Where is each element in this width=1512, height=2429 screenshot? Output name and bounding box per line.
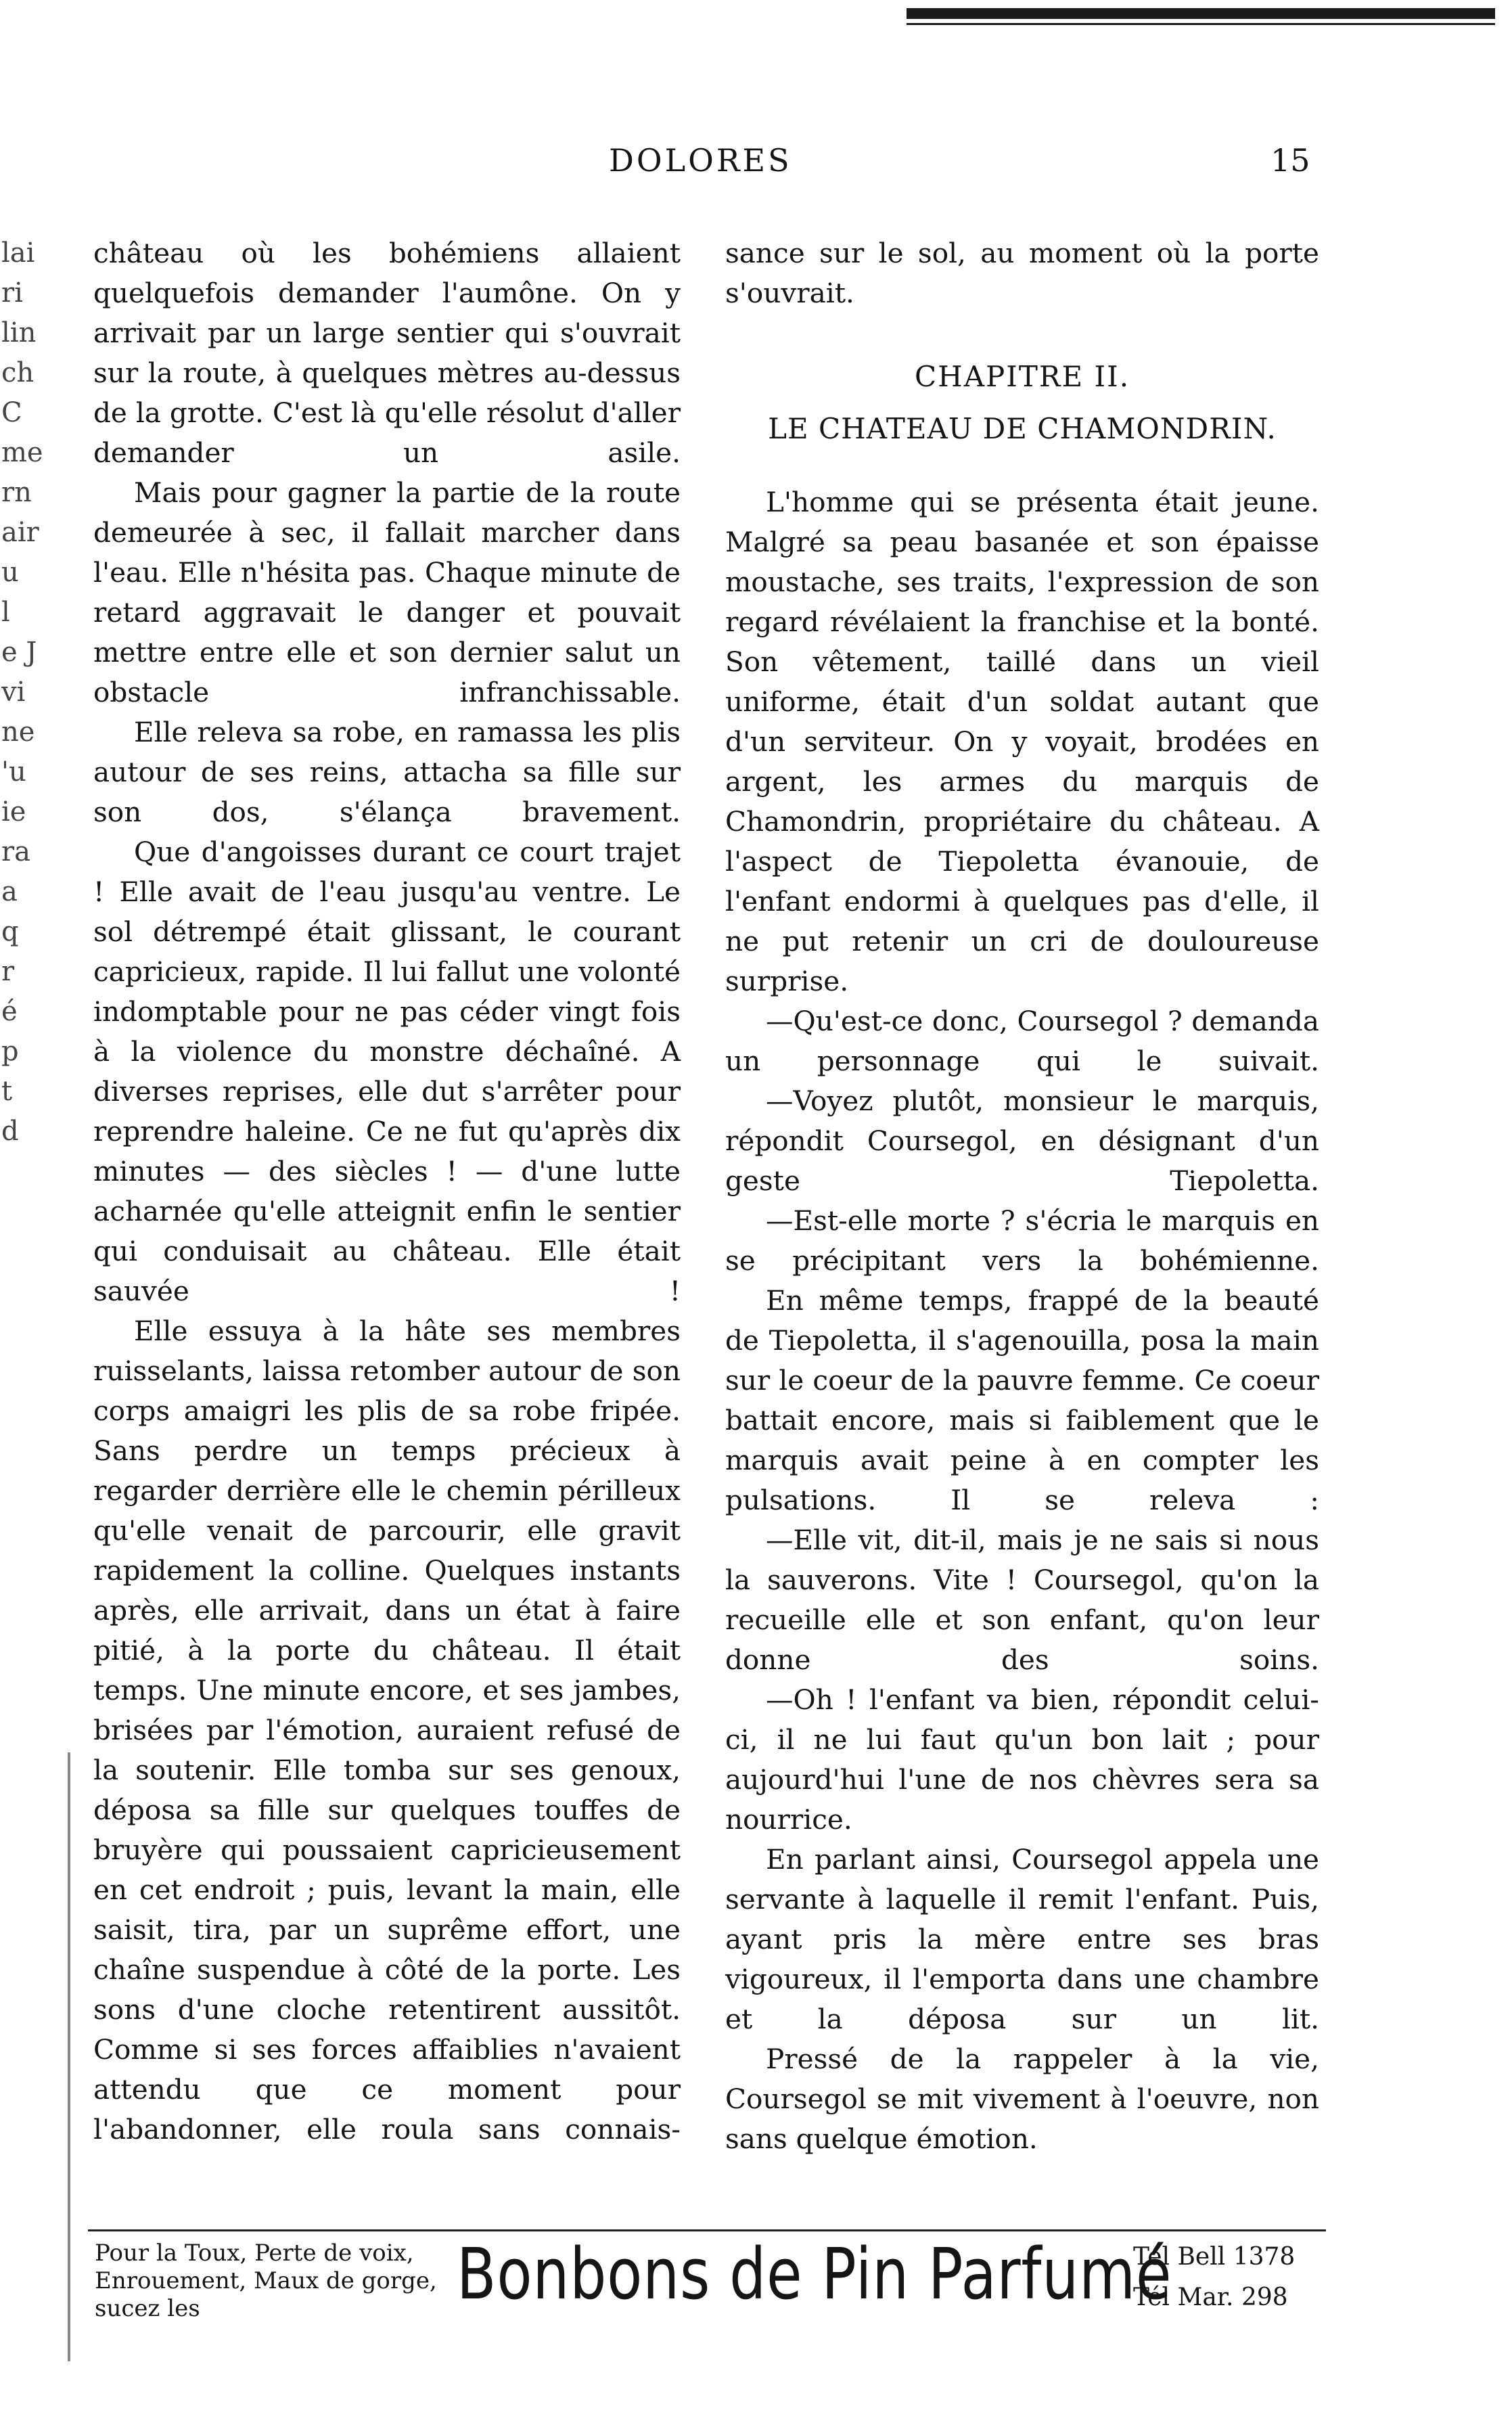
left-margin-bleed-text — [1, 233, 69, 1152]
running-title: DOLORES — [609, 142, 792, 179]
paragraph: Que d'angoisses durant ce court trajet ! Elle avait de l'eau jusqu'au ventre. Le sol détrempé était glissant, le courant capricieux, rapide. Il lui fallut une volonté indomptable pour ne pas céder vingt fois à la violence du monstre déchaîné. A diverses reprises, elle dut s'arrêter pour reprendre haleine. Ce ne fut qu'après dix minutes — des siècles ! — d'une lutte acharnée qu'elle atteignit enfin le sentier qui conduisait au château. Elle était sauvée ! — [93, 836, 681, 1307]
advertisement-phone-bell: Tél Bell 1378 — [1133, 2243, 1296, 2271]
margin-fragment: rn — [1, 477, 32, 508]
paragraph: château où les bohémiens allaient quelquefois demander l'aumône. On y arrivait par un large sentier qui s'ouvrait sur la route, à quelques mètres au-dessus de la grotte. C'est là qu'elle résolut d'aller demander un asile. — [93, 237, 681, 469]
left-gutter-rule — [68, 1752, 70, 2361]
advertisement-brand: Bonbons de Pin Parfumé — [457, 2233, 1172, 2315]
paragraph: Elle essuya à la hâte ses membres ruisselants, laissa retomber autour de son corps amaigri les plis de sa robe fripée. Sans perdre un temps précieux à regarder derrière elle le chemin périlleux qu'elle venait de parcourir, elle gravit rapidement la colline. Quelques instants après, elle arrivait, dans un état à faire pitié, à la porte du château. Il était temps. Une minute encore, et ses jambes, brisées par l'émotion, auraient refusé de la soutenir. Elle tomba sur ses genoux, déposa sa fille sur quelques touffes de bruyère qui poussaient capricieusement en cet endroit ; puis, levant la main, elle saisit, tira, par un suprême effort, une chaîne suspendue à côté de la porte. Les sons d'une cloche retentirent aussitôt. Comme si ses forces affaiblies n'avaient attendu que ce moment pour l'abandonner, elle roula sans connais- — [93, 1315, 681, 2146]
margin-fragment: d — [1, 1116, 19, 1147]
paragraph: —Voyez plutôt, monsieur le marquis, répondit Coursegol, en désignant d'un geste Tiepoletta. — [725, 1085, 1319, 1197]
margin-fragment: me — [1, 437, 43, 468]
advertisement-divider — [88, 2229, 1326, 2231]
margin-fragment: q — [1, 916, 19, 947]
margin-fragment: lai — [1, 237, 35, 269]
margin-fragment: e J — [1, 637, 37, 668]
top-border-rule — [907, 8, 1495, 19]
margin-fragment: air — [1, 517, 39, 548]
margin-fragment: 'u — [1, 756, 26, 788]
margin-fragment: ch — [1, 357, 35, 388]
paragraph: Elle releva sa robe, en ramassa les plis autour de ses reins, attacha sa fille sur son dos, s'élança bravement. — [93, 716, 681, 828]
margin-fragment: C — [1, 397, 22, 428]
margin-fragment: ie — [1, 796, 26, 827]
margin-fragment: t — [1, 1076, 13, 1107]
paragraph: L'homme qui se présenta était jeune. Malgré sa peau basanée et son épaisse moustache, ses traits, l'expression de son regard révélaient la franchise et la bonté. Son vêtement, taillé dans un vieil uniforme, était d'un soldat autant que d'un serviteur. On y voyait, brodées en argent, les armes du marquis de Chamondrin, propriétaire du château. A l'aspect de Tiepoletta évanouie, de l'enfant endormi à quelques pas d'elle, il ne put retenir un cri de douloureuse surprise. — [725, 486, 1319, 997]
paragraph-continuation: sance sur le sol, au moment où la porte s'ouvrait. — [725, 237, 1319, 309]
margin-fragment: ri — [1, 277, 23, 309]
paragraph: —Est-elle morte ? s'écria le marquis en se précipitant vers la bohémienne. — [725, 1204, 1319, 1277]
paragraph: Pressé de la rappeler à la vie, Coursegol se mit vivement à l'oeuvre, non sans quelque émotion. — [725, 2043, 1319, 2155]
margin-fragment: lin — [1, 317, 37, 348]
advertisement-phone-mar: Tél Mar. 298 — [1133, 2284, 1288, 2311]
chapter-title: LE CHATEAU DE CHAMONDRIN. — [768, 412, 1277, 445]
margin-fragment: é — [1, 996, 18, 1027]
margin-fragment: a — [1, 876, 18, 907]
margin-fragment: l — [1, 597, 10, 628]
paragraph: Mais pour gagner la partie de la route demeurée à sec, il fallait marcher dans l'eau. Elle n'hésita pas. Chaque minute de retard aggravait le danger et pouvait mettre entre elle et son dernier salut un obstacle infranchissable. — [93, 476, 681, 708]
paragraph: —Qu'est-ce donc, Coursegol ? demanda un personnage qui le suivait. — [725, 1005, 1319, 1077]
paragraph: En même temps, frappé de la beauté de Tiepoletta, il s'agenouilla, posa la main sur le coeur de la pauvre femme. Ce coeur battait encore, mais si faiblement que le marquis avait peine à en compter les pulsations. Il se releva : — [725, 1284, 1319, 1516]
advertisement-copy: Pour la Toux, Perte de voix, Enrouement, Maux de gorge, sucez les — [95, 2240, 437, 2322]
margin-fragment: p — [1, 1036, 19, 1067]
chapter-heading: CHAPITRE II. — [914, 360, 1130, 393]
margin-fragment: r — [1, 956, 15, 987]
margin-fragment: u — [1, 557, 19, 588]
margin-fragment: vi — [1, 677, 26, 708]
paragraph: —Oh ! l'enfant va bien, répondit celui-ci, il ne lui faut qu'un bon lait ; pour aujourd'hui l'une de nos chèvres sera sa nourrice. — [725, 1683, 1319, 1836]
left-text-column — [93, 233, 681, 2150]
top-border-rule-thin — [907, 23, 1495, 25]
right-text-column — [725, 233, 1319, 2159]
paragraph: —Elle vit, dit-il, mais je ne sais si nous la sauverons. Vite ! Coursegol, qu'on la recueille elle et son enfant, qu'on leur donne des soins. — [725, 1524, 1319, 1676]
margin-fragment: ra — [1, 836, 30, 867]
page-number: 15 — [1270, 142, 1310, 179]
paragraph: En parlant ainsi, Coursegol appela une servante à laquelle il remit l'enfant. Puis, ayant pris la mère entre ses bras vigoureux, il l'emporta dans une chambre et la déposa sur un lit. — [725, 1843, 1319, 2035]
margin-fragment: ne — [1, 717, 35, 748]
